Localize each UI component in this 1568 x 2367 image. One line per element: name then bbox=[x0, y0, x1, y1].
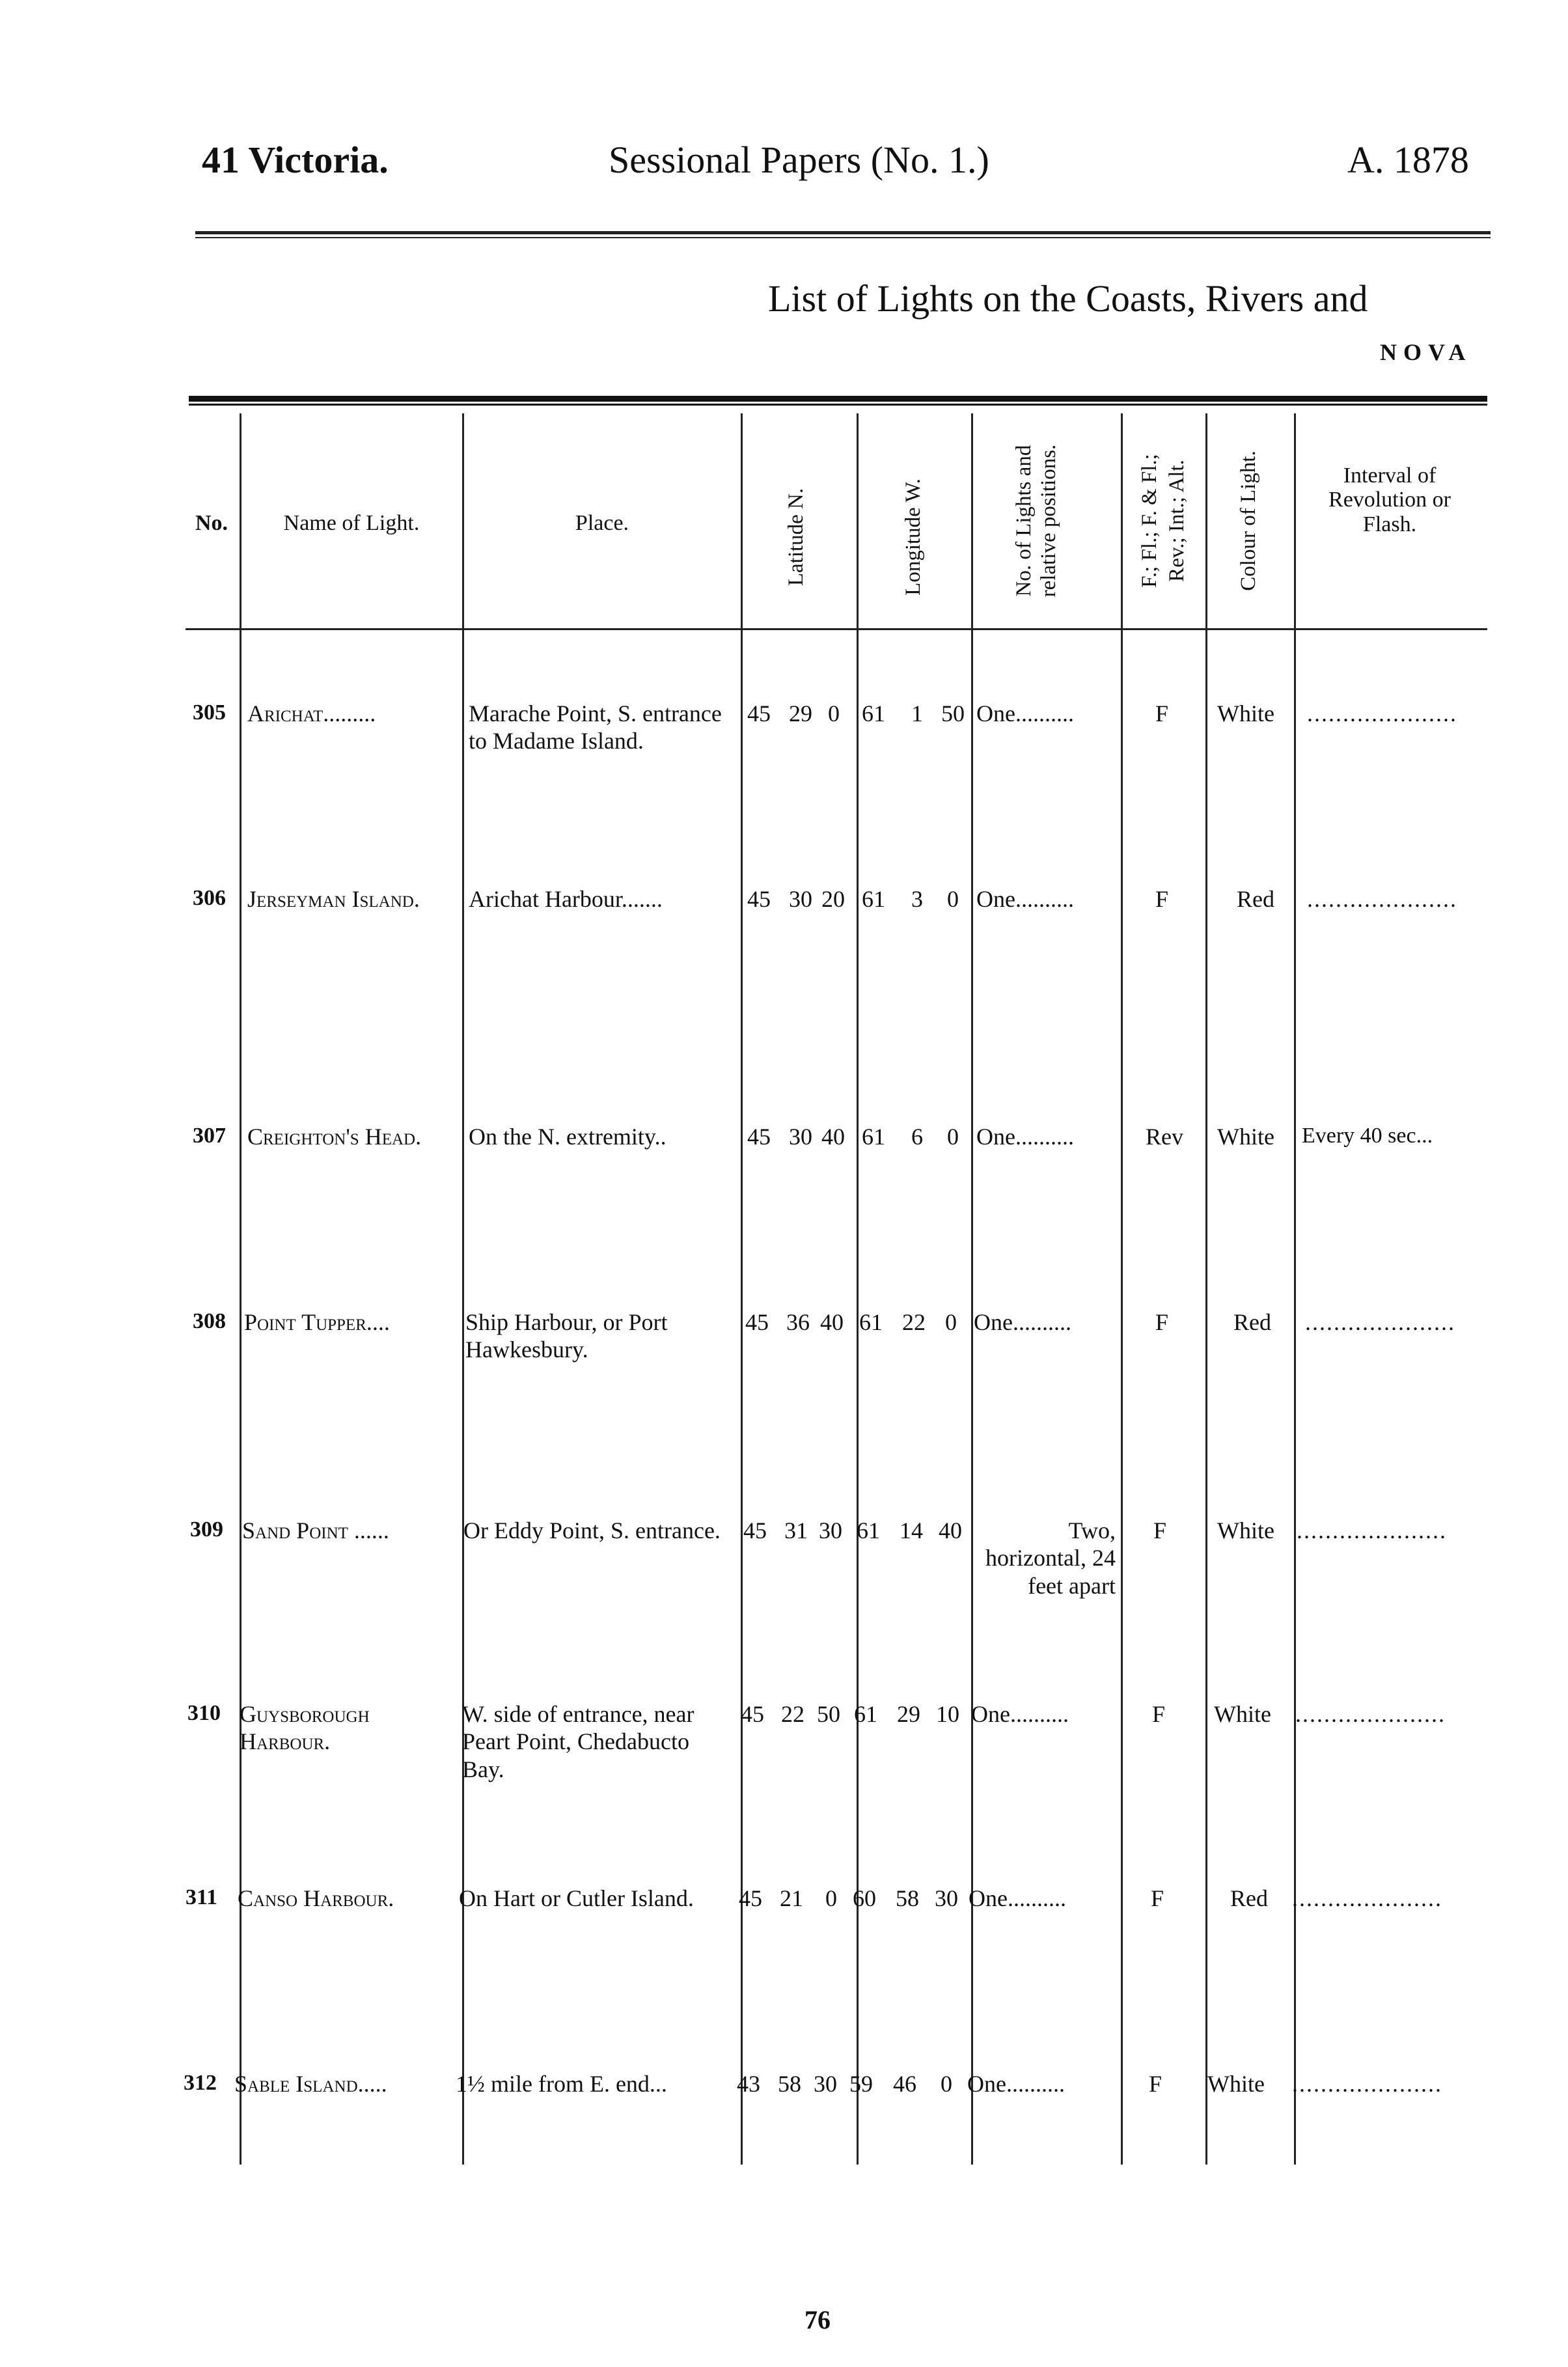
light-kind: Rev bbox=[1146, 1124, 1183, 1150]
light-name: Jerseyman Island. bbox=[247, 886, 420, 912]
row-number: 311 bbox=[186, 1885, 218, 1909]
light-place: Or Eddy Point, S. entrance. bbox=[463, 1517, 721, 1543]
lon-min: 14 bbox=[900, 1517, 923, 1543]
lon-min: 1 bbox=[911, 700, 923, 727]
light-kind: F bbox=[1155, 700, 1169, 727]
lon-sec: 50 bbox=[941, 700, 965, 727]
light-count: One.......... bbox=[971, 1701, 1069, 1727]
light-name: Creighton's Head. bbox=[247, 1124, 422, 1150]
row-number: 310 bbox=[187, 1701, 221, 1725]
row-number: 312 bbox=[184, 2071, 217, 2095]
table-top-rule bbox=[189, 396, 1487, 402]
lat-min: 30 bbox=[789, 886, 812, 912]
lon-sec: 0 bbox=[941, 2071, 952, 2097]
lon-sec: 0 bbox=[947, 1124, 959, 1150]
lat-sec: 30 bbox=[814, 2071, 837, 2097]
page-number: 76 bbox=[805, 2305, 831, 2334]
lon-deg: 61 bbox=[862, 700, 885, 727]
light-count: One.......... bbox=[976, 700, 1074, 727]
light-name: Sand Point ...... bbox=[242, 1517, 389, 1543]
header-rule bbox=[195, 231, 1491, 234]
row-number: 305 bbox=[193, 700, 226, 725]
lat-min: 22 bbox=[781, 1701, 805, 1727]
lat-sec: 40 bbox=[820, 1309, 844, 1335]
light-interval: ..................... bbox=[1295, 1701, 1446, 1727]
col-header-name: Name of Light. bbox=[283, 511, 420, 535]
col-header-latitude: Latitude N. bbox=[784, 488, 808, 587]
lat-min: 58 bbox=[778, 2071, 801, 2097]
lat-sec: 0 bbox=[828, 700, 840, 727]
light-place: Arichat Harbour....... bbox=[469, 886, 663, 912]
table-top-rule-2 bbox=[189, 404, 1487, 406]
light-count: One.......... bbox=[976, 886, 1074, 912]
lat-sec: 50 bbox=[817, 1701, 840, 1727]
lat-deg: 45 bbox=[745, 1309, 769, 1335]
light-place: On the N. extremity.. bbox=[469, 1124, 667, 1150]
light-colour: Red bbox=[1233, 1309, 1271, 1335]
lon-min: 58 bbox=[896, 1885, 919, 1911]
light-count: One.......... bbox=[974, 1309, 1071, 1335]
lon-min: 3 bbox=[911, 886, 923, 912]
col-header-interval: Interval of Revolution or Flash. bbox=[1328, 464, 1451, 536]
row-number: 308 bbox=[193, 1309, 226, 1333]
lat-min: 31 bbox=[784, 1517, 808, 1543]
lon-deg: 60 bbox=[853, 1885, 876, 1911]
light-colour: White bbox=[1217, 1124, 1274, 1150]
col-divider bbox=[1205, 413, 1207, 2165]
header-rule-2 bbox=[195, 237, 1491, 238]
lat-sec: 0 bbox=[825, 1885, 837, 1911]
light-count: Two, horizontal, 24 feet apart bbox=[985, 1517, 1116, 1599]
col-header-no: No. bbox=[195, 511, 228, 535]
light-kind: F bbox=[1151, 1885, 1164, 1911]
col-header-place: Place. bbox=[575, 511, 629, 535]
lon-sec: 40 bbox=[939, 1517, 962, 1543]
light-interval: ..................... bbox=[1305, 1309, 1455, 1335]
lat-min: 29 bbox=[789, 700, 812, 727]
lon-deg: 61 bbox=[862, 886, 885, 912]
col-header-colour: Colour of Light. bbox=[1237, 450, 1260, 591]
light-interval: ..................... bbox=[1297, 1517, 1447, 1543]
lon-deg: 61 bbox=[862, 1124, 885, 1150]
col-header-longitude: Longitude W. bbox=[901, 478, 925, 596]
light-kind: F bbox=[1152, 1701, 1166, 1727]
light-name: Sable Island..... bbox=[234, 2071, 387, 2097]
light-name: Point Tupper.... bbox=[244, 1309, 390, 1335]
lat-min: 30 bbox=[789, 1124, 812, 1150]
lat-min: 36 bbox=[786, 1309, 810, 1335]
col-header-kind-a: F.; Fl.; F. & Fl.; bbox=[1138, 454, 1161, 588]
lat-deg: 45 bbox=[739, 1885, 762, 1911]
light-place: Ship Harbour, or Port Hawkesbury. bbox=[465, 1309, 668, 1363]
light-count: One.......... bbox=[976, 1124, 1074, 1150]
lon-sec: 0 bbox=[945, 1309, 957, 1335]
lat-sec: 40 bbox=[821, 1124, 845, 1150]
lat-deg: 45 bbox=[747, 886, 771, 912]
light-colour: White bbox=[1217, 1517, 1274, 1543]
col-divider bbox=[1121, 413, 1123, 2165]
light-kind: F bbox=[1155, 886, 1169, 912]
lon-deg: 61 bbox=[859, 1309, 883, 1335]
col-header-count: No. of Lights and relative positions. bbox=[1012, 444, 1060, 598]
light-place: 1½ mile from E. end... bbox=[456, 2071, 667, 2097]
light-place: On Hart or Cutler Island. bbox=[459, 1885, 694, 1911]
lat-deg: 43 bbox=[737, 2071, 760, 2097]
col-header-kind-b: Rev.; Int.; Alt. bbox=[1165, 460, 1189, 582]
light-interval: ..................... bbox=[1307, 886, 1457, 912]
lon-min: 29 bbox=[897, 1701, 920, 1727]
light-colour: White bbox=[1207, 2071, 1265, 2097]
light-kind: F bbox=[1149, 2071, 1162, 2097]
light-colour: Red bbox=[1230, 1885, 1268, 1911]
lon-sec: 10 bbox=[936, 1701, 959, 1727]
light-colour: Red bbox=[1237, 886, 1274, 912]
lon-sec: 0 bbox=[947, 886, 959, 912]
row-number: 306 bbox=[193, 886, 226, 910]
light-name: Guysborough Harbour. bbox=[240, 1701, 370, 1755]
light-interval: Every 40 sec... bbox=[1302, 1124, 1433, 1148]
light-kind: F bbox=[1153, 1517, 1167, 1543]
light-interval: ..................... bbox=[1292, 1885, 1442, 1911]
light-name: Canso Harbour. bbox=[238, 1885, 394, 1911]
lon-min: 46 bbox=[893, 2071, 916, 2097]
table-title: List of Lights on the Coasts, Rivers and bbox=[768, 277, 1368, 320]
lon-min: 22 bbox=[902, 1309, 926, 1335]
lat-deg: 45 bbox=[747, 700, 771, 727]
light-interval: ..................... bbox=[1307, 700, 1457, 727]
lat-sec: 30 bbox=[819, 1517, 842, 1543]
row-number: 309 bbox=[190, 1517, 223, 1542]
lon-min: 6 bbox=[911, 1124, 923, 1150]
light-kind: F bbox=[1155, 1309, 1169, 1335]
lat-min: 21 bbox=[780, 1885, 803, 1911]
lat-deg: 45 bbox=[747, 1124, 771, 1150]
light-place: Marache Point, S. entrance to Madame Island. bbox=[469, 700, 722, 754]
lon-sec: 30 bbox=[935, 1885, 958, 1911]
header-bottom-rule bbox=[186, 628, 1487, 630]
light-name: Arichat......... bbox=[247, 700, 376, 727]
lon-deg: 61 bbox=[857, 1517, 880, 1543]
lon-deg: 61 bbox=[854, 1701, 877, 1727]
light-colour: White bbox=[1217, 700, 1274, 727]
light-colour: White bbox=[1214, 1701, 1271, 1727]
header-year: A. 1878 bbox=[1347, 139, 1469, 181]
region-label: NOVA bbox=[1380, 339, 1472, 365]
lat-sec: 20 bbox=[821, 886, 845, 912]
lat-deg: 45 bbox=[743, 1517, 767, 1543]
light-count: One.......... bbox=[967, 2071, 1065, 2097]
lon-deg: 59 bbox=[849, 2071, 873, 2097]
light-place: W. side of entrance, near Peart Point, Chedabucto Bay. bbox=[462, 1701, 695, 1782]
lat-deg: 45 bbox=[741, 1701, 764, 1727]
light-interval: ..................... bbox=[1292, 2071, 1442, 2097]
row-number: 307 bbox=[193, 1124, 226, 1148]
light-count: One.......... bbox=[969, 1885, 1066, 1911]
header-session: 41 Victoria. bbox=[202, 139, 389, 181]
header-title: Sessional Papers (No. 1.) bbox=[609, 139, 989, 181]
